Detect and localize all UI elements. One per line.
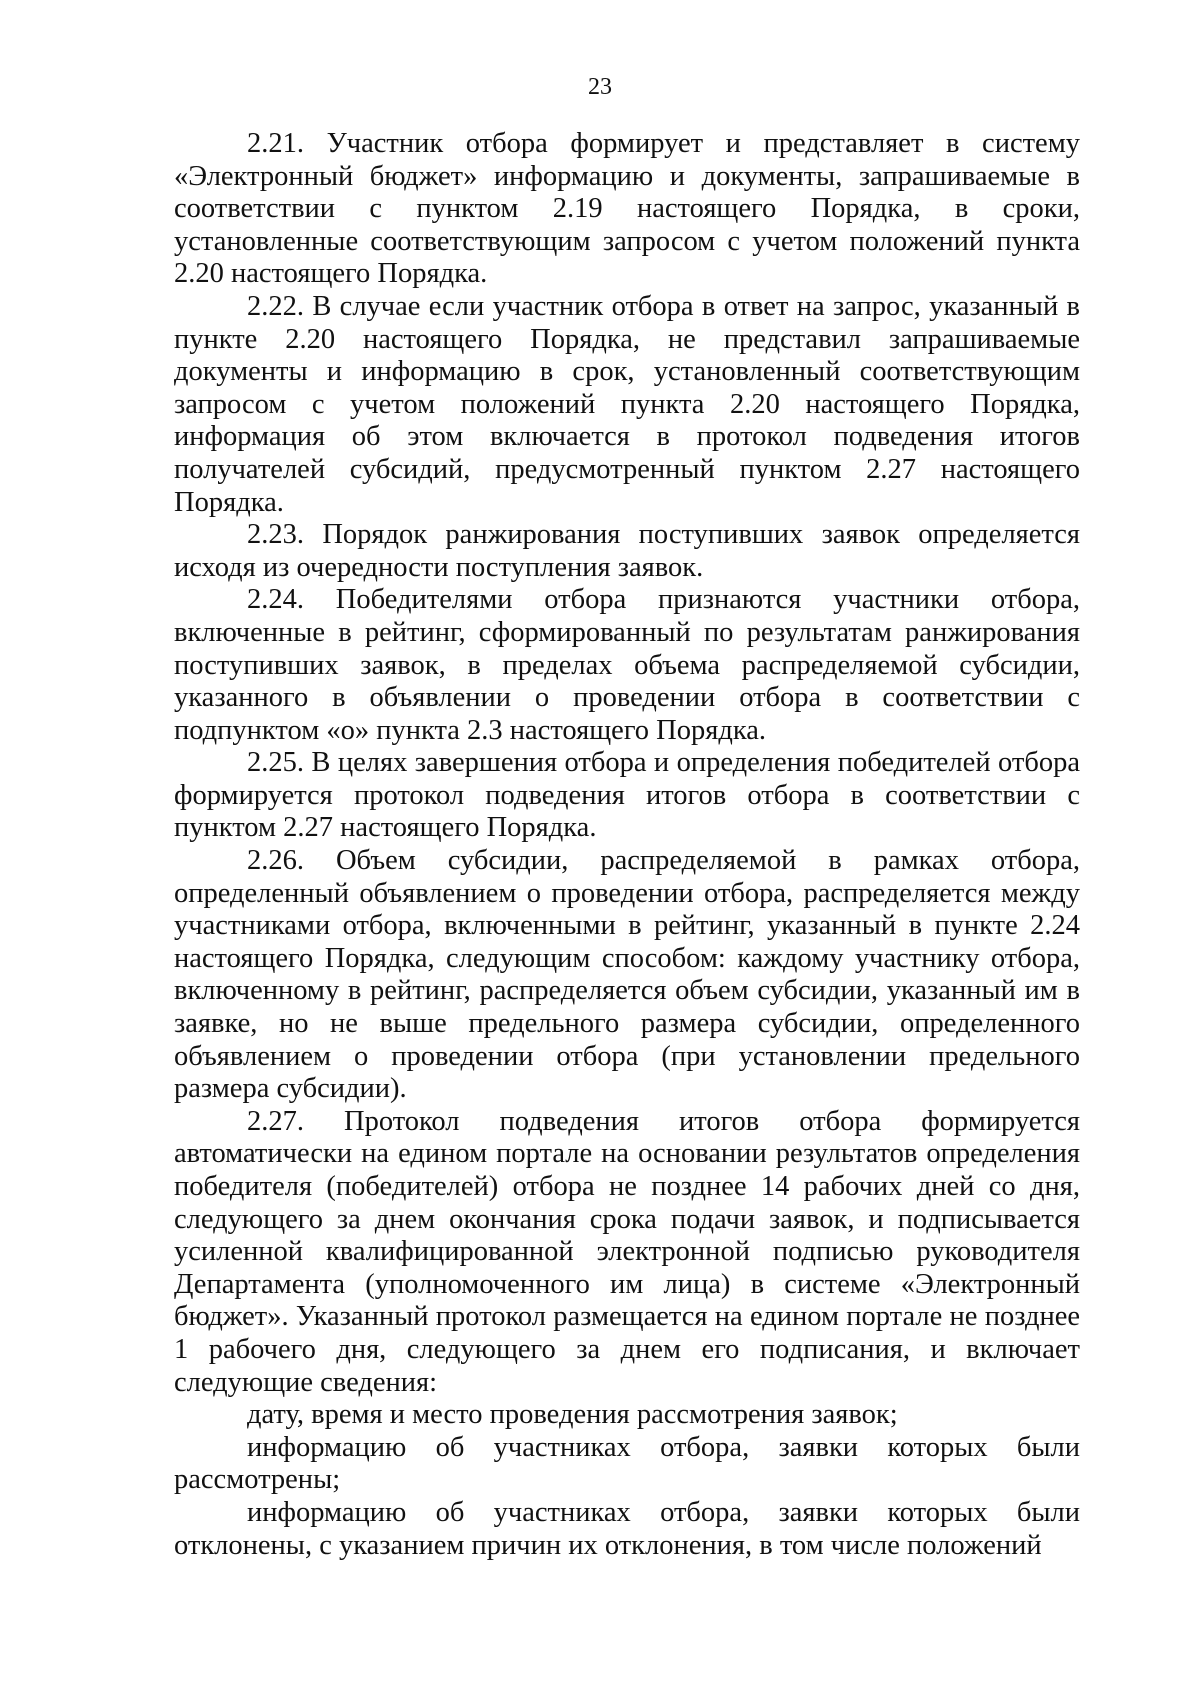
paragraph-2-23: 2.23. Порядок ранжирования поступивших заявок определяется исходя из очередности поступления заявок. [174,519,1080,583]
list-item-rejected-participants: информацию об участниках отбора, заявки которых были отклонены, с указанием причин их отклонения, в том числе положений [174,1496,1080,1561]
paragraph-2-21: 2.21. Участник отбора формирует и представляет в систему «Электронный бюджет» информацию и документы, запрашиваемые в соответствии с пунктом 2.19 настоящего Порядка, в сроки, установленные соответствующим запросом с учетом положений пункта 2.20 настоящего Порядка. [174,128,1080,290]
list-item-date-time-place: дату, время и место проведения рассмотрения заявок; [247,1399,898,1431]
paragraph-2-27: 2.27. Протокол подведения итогов отбора формируется автоматически на едином портале на основании результатов определения победителя (победителей) отбора не позднее 14 рабочих дней со дня, следующего за днем окончания срока подачи заявок, и подписывается усиленной квалифицированной электронной подписью руководителя Департамента (уполномоченного им лица) в системе «Электронный бюджет». Указанный протокол размещается на едином портале не позднее 1 рабочего дня, следующего за днем его подписания, и включает следующие сведения: [174,1105,1080,1398]
paragraph-2-25: 2.25. В целях завершения отбора и определения победителей отбора формируется протокол подведения итогов отбора в соответствии с пунктом 2.27 настоящего Порядка. [174,747,1080,844]
page-number: 23 [588,74,612,100]
paragraph-2-24: 2.24. Победителями отбора признаются участники отбора, включенные в рейтинг, сформированный по результатам ранжирования поступивших заявок, в пределах объема распределяемой субсидии, указанного в объявлении о проведении отбора в соответствии с подпунктом «о» пункта 2.3 настоящего Порядка. [174,584,1080,746]
document-body [174,128,1080,1562]
list-item-reviewed-participants: информацию об участниках отбора, заявки которых были рассмотрены; [174,1431,1080,1496]
paragraph-2-26: 2.26. Объем субсидии, распределяемой в рамках отбора, определенный объявлением о проведении отбора, распределяется между участниками отбора, включенными в рейтинг, указанный в пункте 2.24 настоящего Порядка, следующим способом: каждому участнику отбора, включенному в рейтинг, распределяется объем субсидии, указанный им в заявке, но не выше предельного размера субсидии, определенного объявлением о проведении отбора (при установлении предельного размера субсидии). [174,845,1080,1105]
paragraph-2-22: 2.22. В случае если участник отбора в ответ на запрос, указанный в пункте 2.20 настоящего Порядка, не представил запрашиваемые документы и информацию в срок, установленный соответствующим запросом с учетом положений пункта 2.20 настоящего Порядка, информация об этом включается в протокол подведения итогов получателей субсидий, предусмотренный пунктом 2.27 настоящего Порядка. [174,290,1080,518]
